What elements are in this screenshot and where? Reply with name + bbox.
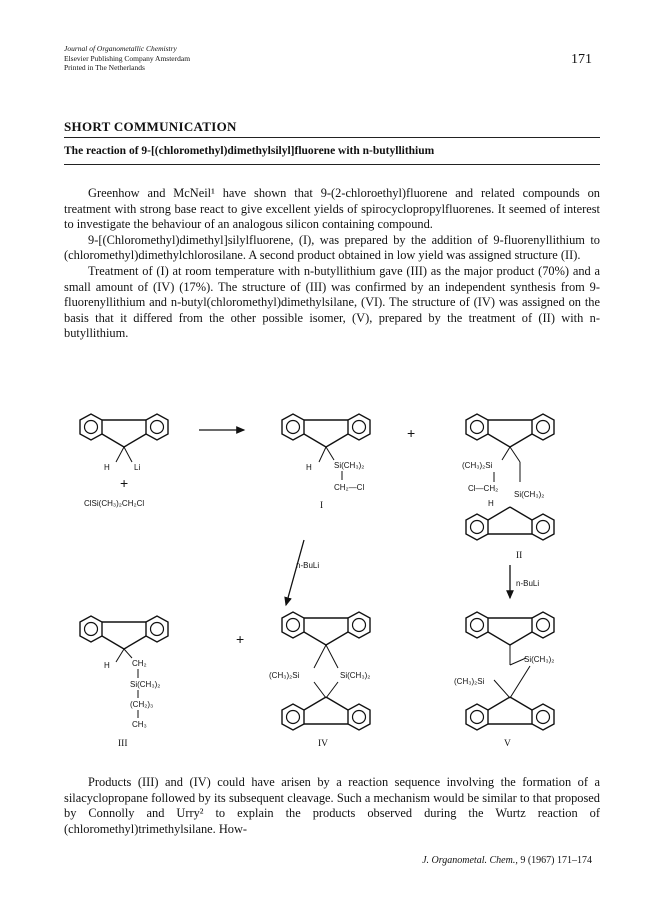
ch2-label: CH₂ (132, 659, 147, 668)
bond (326, 645, 338, 668)
bond (314, 645, 326, 668)
journal-header (64, 44, 190, 73)
bond (124, 649, 132, 658)
page-number: 171 (571, 52, 592, 67)
compound-V-top-fluorene (466, 612, 554, 645)
nbuli-label: n-BuLi (516, 579, 540, 588)
bond (314, 682, 326, 698)
sime2-label: Si(CH₃)₂ (334, 461, 365, 470)
footer-citation: 9 (1967) 171–174 (520, 855, 592, 866)
fluorenyllithium-structure (80, 414, 168, 447)
h-label: H (104, 661, 110, 670)
si-bond (326, 447, 334, 460)
compound-V-bottom-fluorene (466, 697, 554, 730)
chlorosilane-label: ClSi(CH₃)₂CH₂Cl (84, 499, 145, 508)
cl-ch2-label: Cl—CH₂ (468, 484, 499, 493)
body-text (64, 186, 600, 342)
closing-paragraph: Products (III) and (IV) could have arisen by a reaction sequence involving the formation of a silacyclopropane followed by its subsequent cleavage. Such a mechanism would be similar to that proposed by Connolly and Urry² to explain the products observed during the Wurtz reaction of (chloromethyl)trimethylsilane. How- (64, 775, 600, 836)
reaction-arrow (286, 540, 304, 605)
me2si-label: (CH₃)₂Si (454, 677, 485, 686)
compound-II-top-fluorene (466, 414, 554, 447)
me2si-label: (CH₃)₂Si (462, 461, 493, 470)
compound-III-structure (80, 616, 168, 649)
h-label: H (306, 463, 312, 472)
citation-footer (422, 855, 592, 866)
plus-sign: + (236, 631, 245, 647)
sime2-label: Si(CH₃)₂ (514, 490, 545, 499)
bond (326, 682, 338, 698)
ch2cl-label: CH₂—Cl (334, 483, 365, 492)
plus-sign: + (407, 425, 416, 441)
printed-line: Printed in The Netherlands (64, 63, 145, 72)
li-label: Li (134, 463, 141, 472)
paragraph-3: Treatment of (I) at room temperature with n-butyllithium gave (III) as the major product (70%) and a small amount of (IV) (17%). The structure of (III) was confirmed by an independent synthesis from 9-fluorenyllithium and n-butyl(chloromethyl)dimethylsilane, (VI). The structure of (IV) was assigned on the basis that it differed from the other possible isomer, (V), prepared by the treatment of (II) with n-butyllithium. (64, 263, 600, 341)
compound-IV-top-fluorene (282, 612, 370, 645)
h-label: H (104, 463, 110, 472)
li-bond (124, 447, 132, 462)
article-title: The reaction of 9-[(chloromethyl)dimethylsilyl]fluorene with n-butyllithium (64, 145, 435, 157)
bond (502, 447, 510, 460)
compound-II-bottom-fluorene (466, 507, 554, 540)
compound-number-III: III (118, 739, 128, 749)
compound-number-IV: IV (318, 739, 329, 749)
ch3-label: CH₃ (132, 720, 147, 729)
section-label: SHORT COMMUNICATION (64, 119, 237, 134)
me2si-label: (CH₃)₂Si (269, 671, 300, 680)
paragraph-2: 9-[(Chloromethyl)dimethyl]silylfluorene, (I), was prepared by the addition of 9-fluorenyllithium to (chloromethyl)dimethylchlorosilane. A second product obtained in low yield was assigned structure (II). (64, 232, 600, 263)
closing-text (64, 775, 600, 837)
footer-journal: J. Organometal. Chem., (422, 855, 518, 866)
publisher-line: Elsevier Publishing Company Amsterdam (64, 53, 191, 63)
compound-number-II: II (516, 551, 523, 561)
h-bond (319, 447, 326, 462)
h-label: H (488, 499, 494, 508)
sime2-label: Si(CH₃)₂ (130, 680, 161, 689)
journal-name: Journal of Organometallic Chemistry (64, 44, 177, 53)
compound-IV-bottom-fluorene (282, 697, 370, 730)
nbuli-label: n-BuLi (296, 561, 320, 570)
title-rule (64, 164, 600, 165)
sime2-label: Si(CH₃)₂ (340, 671, 371, 680)
bond (510, 447, 520, 462)
plus-sign: + (120, 475, 129, 491)
sime2-label: Si(CH₃)₂ (524, 655, 555, 664)
compound-number-I: I (320, 501, 324, 511)
bond (494, 680, 510, 698)
compound-I-structure (282, 414, 370, 447)
bond (116, 649, 124, 662)
paragraph-1: Greenhow and McNeil¹ have shown that 9-(2-chloroethyl)fluorene and related compounds on treatment with strong base react to give excellent yields of spirocyclopropylfluorenes. It seemed of interest to investigate the behaviour of an analogous silicon containing compound. (64, 186, 600, 232)
compound-number-V: V (504, 739, 511, 749)
ch2-3-label: (CH₂)₃ (130, 700, 154, 709)
header-rule (64, 137, 600, 138)
reaction-scheme (64, 400, 600, 760)
bond (510, 666, 530, 698)
h-bond (116, 447, 124, 462)
